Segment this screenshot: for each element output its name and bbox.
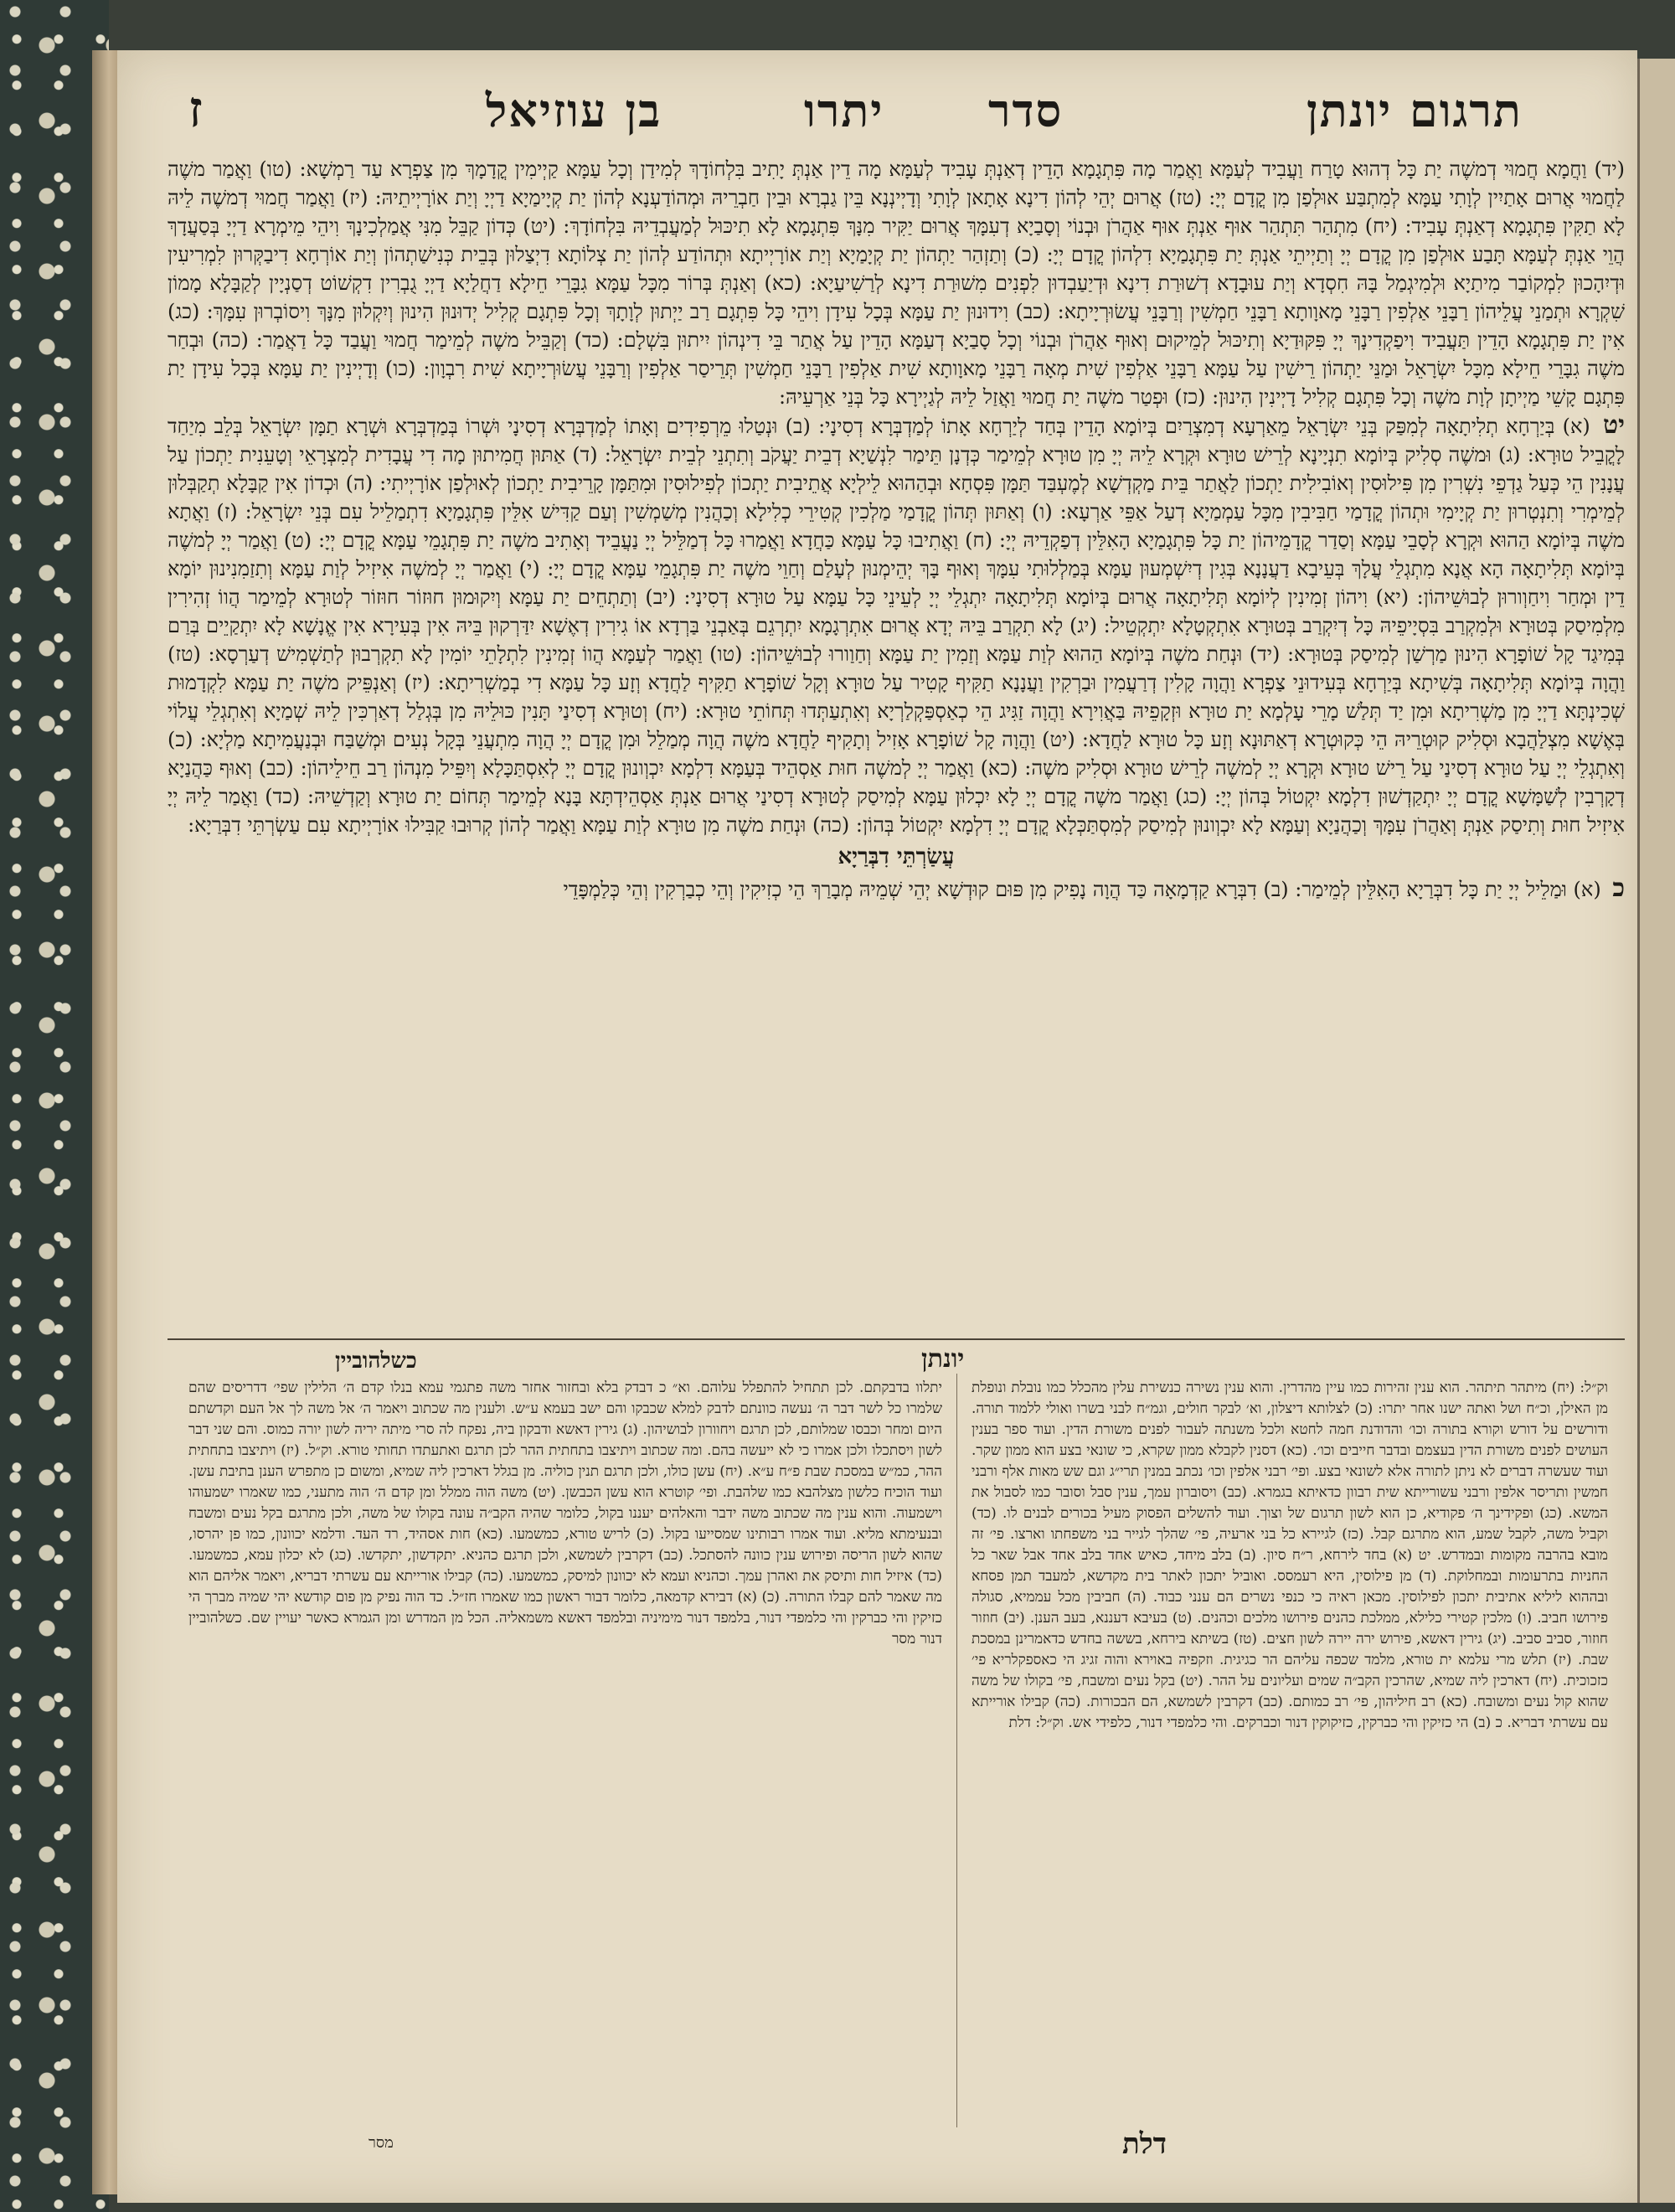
commentary-title-left: כשלהוביין — [335, 1348, 417, 1374]
header-title-seder: סדר — [988, 84, 1064, 137]
commentary-right-column — [972, 1378, 1608, 2123]
commentary-title-right: יונתן — [921, 1344, 965, 1374]
chapter-20-block — [168, 874, 1625, 904]
chapter-20-label: כ — [1612, 874, 1625, 903]
header-title-left: בן עוזיאל — [486, 84, 662, 137]
targum-main-text — [168, 155, 1625, 1336]
header-title-right: תרגום יונתן — [1306, 84, 1523, 137]
footer-catchword: מסר — [368, 2134, 394, 2152]
header-title-parsha: יתרו — [804, 84, 884, 137]
chapter-20-text: (א) וּמַלֵיל יְיָ יַת כָּל דִבְּרַיָא הָאִלֵּין לְמֵימַר: (ב) דִבְּרָא קַדְמָאָה כַּד הֲוָה נָפִיק מִן פּוּם קוּדְשָׁא יְהֵי שְׁמֵיהּ מְבָרַךְ הֵי כְזִיקִין וְהֵי כְבַרְקִין וְהֵי כְּלַמְפָּדֵי — [563, 878, 1601, 901]
chapter-19-block — [168, 411, 1625, 839]
commentary-left-column — [188, 1378, 942, 2123]
commentary-column-separator — [956, 1374, 957, 2127]
chapter-19-text: (א) בְּיַרְחָא תְלִיתָאָה לְמִפַּק בְּנֵי יִשְׂרָאֵל מֵאַרְעָא דְמִצְרַיִם בְּיוֹמָא הָדֵין בְּחַד לְיַרְחָא אָתוֹ לְמַדְבְּרָא דְסִינָי: (ב) וּנְטַלוּ מֵרְפִידִים וְאָתוֹ לְמַדְבְּרָא דְסִינָי וּשְׁרוֹ בְּמַדְבְּרָא וּשְׁרָא תַמָּן יִשְׂרָאֵל בְּלֵב מִיַחַד לָקֳבֵיל טוּרָא: (ג) וּמשֶׁה סְלִיק בְּיוֹמָא תִנְיָינָא לְרֵישׁ טוּרָא וּקְרָא לֵיהּ יְיָ מִן טוּרָא לְמֵימַר כְּדְנָן תֵּימַר לִנְשַׁיָא דְבֵית יַעֲקֹב וְתִתְנֵי לְבֵית יִשְׂרָאֵל: (ד) אַתּוּן חֲמִיתוּן מָה דִי עֲבָדִית לְמִצְרָאֵי וְטָעֵנִית יַתְכוֹן עַל עֲנָנִין הֵי כְּעַל גַדְפֵי נִשְׁרִין מִן פִּילוּסִין וְאוֹבִילִית יַתְכוֹן לַאֲתַר בֵּית מַקְדְשָׁא לְמֶעְבַּד תַּמָּן פִּסְחָא וּבְהַהוּא לֵילְיָא אֲתֵיבִית יַתְכוֹן לְפִילוּסִין וּמִתַּמָּן קָרֵיבִית יַתְכוֹן לְאוּלְפַן אוֹרָיְיתִי: (ה) וּכְדוֹן אִין קַבָּלָא תְקַבְּלוּן לְמֵימְרִי וְתִנְטְרוּן יַת קְיָימִי וּתְהוֹן קֳדָמַי חַבִּיבִין מִכָּל עַמְמַיָא דְעַל אַפֵּי אַרְעָא: (ו) וְאַתּוּן תְּהוֹן קֳדָמַי מַלְכִין קְטִירֵי כְלִילָא וְכַהֲנִין מְשַׁמְשִׁין וְעַם קַדִּישׁ אִלֵּין פִּתְגָמַיָא דִתְמַלֵיל עִם בְּנֵי יִשְׂרָאֵל: (ז) וַאֲתָא משֶׁה בְּיוֹמָא הַהוּא וּקְרָא לְסָבֵי עַמָּא וְסַדַר קֳדָמֵיהוֹן יַת כָּל פִּתְגָמַיָא הָאִלֵּין דְפַקְדֵיהּ יְיָ: (ח) וַאֲתִיבוּ כָּל עַמָּא כַּחֲדָא וַאֲמַרוּ כָּל דְמַלֵּיל יְיָ נַעֲבֵיד וְאָתִיב משֶׁה יַת פִּתְגָמֵי עַמָּא קֳדָם יְיָ: (ט) וַאֲמַר יְיָ לְמשֶׁה בְּיוֹמָא תְּלִיתָאָה הָא אֲנָא מִתְגְלֵי עֲלָךְ בְּעֵיבָא דַעֲנָנָא בְּגִין דְיִשְׁמְעוּן עַמָּא בְּמַלְלוּתִי עִמָּךְ וְאוּף בָּךְ יְהֵימְנוּן לְעָלַם וְחַוֵי משֶׁה יַת פִּתְגָמֵי עַמָּא קֳדָם יְיָ: (י) וַאֲמַר יְיָ לְמשֶׁה אִיזִיל לְוַת עַמָּא וְתִזַמִנִינוּן יוֹמָא דֵין וּמְחַר וִיחַוְורוּן לְבוּשֵׁיהוֹן: (יא) וִיהוֹן זְמִינִין לְיוֹמָא תְּלִיתָאָה אֲרוּם בְּיוֹמָא תְּלִיתָאָה יִתְגְלֵי יְיָ לְעֵינֵי כָּל עַמָּא עַל טוּרָא דְסִינָי: (יב) וְתַתְחֵים יַת עַמָּא וְיִקוּמוּן חוּזוֹר חוּזוֹר לְטוּרָא לְמֵימַר הֲווֹ זְהִירִין מִלְמִיסַק בְּטוּרָא וּלְמִקְרַב בִּסְיָיפֵיהּ כָּל דְיִקְרַב בְּטוּרָא אִתְקְטָלָא יִתְקְטֵיל: (יג) לָא תִקְרַב בֵּיהּ יְדָא אֲרוּם אִתְרְגָמָא יִתְרְגֵם בְּאַבְנֵי בַּרְדָא אוֹ גִירִין דְאֶשָׁא יִדַּרְקוּן בֵּיהּ אִין בְּעִירָא אִין אֱנָשָׁא לָא יִתְקַיֵים בְּרַם בְּמִיגַד קָל שׁוֹפָרָא הִינוּן מַרְשַׁן לְמִיסַק בְּטוּרָא: (יד) וּנְחַת משֶׁה בְּיוֹמָא הַהוּא לְוַת עַמָּא וְזַמִין יַת עַמָּא וְחַוַורוּ לְבוּשֵׁיהוֹן: (טו) וַאֲמַר לְעַמָּא הֲווֹ זְמִינִין לִתְלָתֵי יוֹמִין לָא תִקְרְבוּן לְתַשְׁמִישׁ דְעַרְסָא: (טז) וַהֲוָה בְּיוֹמָא תְּלִיתָאָה בְּשִׁיתָא בְּיַרְחָא בְּעִידוּנֵי צַפְרָא וַהֲוָה קָלִין דְרַעֲמִין וּבַרְקִין וַעֲנָנָא תַקִּיף קָטִיר עַל טוּרָא וְקָל שׁוֹפָרָא תַקִּיף לַחֲדָא וְזָע כָּל עַמָּא דִי בְמַשְׁרִיתָא: (יז) וְאַנְפֵּיק משֶׁה יַת עַמָּא לִקְדָמוּת שְׁכִינְתָּא דַיְיָ מִן מַשְׁרִיתָא וּמִן יַד תְּלַשׁ מָרֵי עָלְמָא יַת טוּרָא וּזְקָפֵיהּ בַּאֲוִירָא וַהֲוָה זַגִּיג הֵי כְאַסְפַּקְלַרְיָא וְאִתְעַתְּדוּ תְּחוֹתֵי טוּרָא: (יח) וְטוּרָא דְסִינַי תָּנִין כּוּלֵיהּ מִן בְּגְלַל דְאַרְכִּין לֵיהּ שְׁמַיָא וְאִתְגְלֵי עֲלוֹי בְּאֶשָׁא מִצְלַהֲבָא וּסְלִיק קוּטְרֵיהּ הֵי כְּקוּטְרָא דְאַתּוּנָא וְזָע כָּל טוּרָא לַחֲדָא: (יט) וַהֲוָה קָל שׁוֹפָרָא אָזִיל וְתָקִיף לַחֲדָא משֶׁה הֲוָה מְמַלֵל וּמִן קֳדָם יְיָ הֲוָה מִתְעֲנֵי בְּקָל נְעִים וּמְשַׁבַּח וּבְנַעֲמִיתָא מַלְיָא: (כ) וְאִתְגְלֵי יְיָ עַל טוּרָא דְסִינַי עַל רֵישׁ טוּרָא וּקְרָא יְיָ לְמשֶׁה לְרֵישׁ טוּרָא וּסְלִיק משֶׁה: (כא) וַאֲמַר יְיָ לְמשֶׁה חוּת אַסְהֵיד בְּעַמָּא דִלְמָא יִכְוְונוּן קֳדָם יְיָ לְאִסְתַּכָּלָא וְיִפֵּיל מִנְהוֹן רַב חֵילֵיהוֹן: (כב) וְאוּף כַּהֲנַיָא דְקָרְבִין לְשַׁמָּשָׁא קֳדָם יְיָ יִתְקַדְשׁוּן דִלְמָא יִקְטוֹל בְּהוֹן יְיָ: (כג) וַאֲמַר משֶׁה קֳדָם יְיָ לָא יִכְלוּן עַמָּא לְמִיסַק לְטוּרָא דְסִינַי אֲרוּם אַנְתְּ אַסְהֵידְתָּא בָּנָא לְמֵימַר תְּחוֹם יַת טוּרָא וְקַדְשֵׁיהּ: (כד) וַאֲמַר לֵיהּ יְיָ אִיזִיל חוּת וְתִיסַק אַנְתְּ וְאַהֲרֹן עִמָּךְ וְכַהֲנַיָא וְעַמָּא לָא יִכְוְונוּן לְמִיסַק לְמִסְתַּכְּלָא קֳדָם יְיָ דִלְמָא יִקְטוֹל בְּהוֹן: (כה) וּנְחַת משֶׁה מִן טוּרָא לְוַת עַמָּא וַאֲמַר לְהוֹן קְרוּבוּ קַבִּילוּ אוֹרָיְיתָא עִם עַשְׂרְתֵּי דִבְּרַיָא: — [168, 415, 1625, 837]
commentary-right-text: וק״ל: (יח) מיתהר תיתהר. הוא ענין זהירות כמו עיין מהדרין. והוא ענין נשירה כנשירת עלין מהכלל כמו נובלת ונופלת מן האילן, וכ״ח ושל ואתה ישנו אחר יתרו: (כ) לצלותא דיצלון, וא׳ לבקר חולים, וגמ״ח לבני בשרו ואולי ללמוד תורה. ודורשים על דורש וקורא בתורה וכו׳ והדודנת חמה לחטא ולכל משנתה לעבור לפנים משורת הדין. ועוד ספר בענין העושים לפנים משורת הדין בעצמם ובדבר חייבים וכו׳. (כא) דסנין לקבלא ממון שקרא, כי שונאי בצע הוא ממון שקר. ועוד שעשרה דברים לא ניתן לתורה אלא לשונאי בצע. ופי׳ רבני אלפין וכו׳ נכתב במנין תרי״ג וגם שש מאות אלף ורבני חמשין ותריסר אלפין ורבני עשורייתא שית רבוון כדאיתא בגמרא. (כב) ויסוברון עמך, ענין סבל וסובר כמו לסבול את המשא. (כג) ופקידינך ה׳ פקודיא, כן הוא לשון תרגום של וצוך. ועוד להשלים הפסוק מעיל בכורים לבנים לו. (כד) וקביל משה, לקבל שמע, הוא מתרגם קבל. (כז) לגיירא כל בני ארעיה, פי׳ שהלך לגייר בני משפחתו וארצו. פי׳ זה מובא בהרבה מקומות ובמדרש. יט (א) בחד לירחא, ר״ח סיון. (ב) בלב מיחד, כאיש אחד בלב אחד אבל שאר כל החניות בתרעומות ובמחלוקת. (ד) מן פילוסין, היא רעמסס. ואוביל יתכון לאתר בית מקדשא, למעבד תמן פסחא ובההוא ליליא אתיבית יתכון לפילוסין. מכאן ראיה כי כנפי נשרים הם ענני כבוד. (ה) חביבין מכל עממיא, סגולה פירושו חביב. (ו) מלכין קטירי כלילא, ממלכת כהנים פירושו מלכים וכהנים. (ט) בעיבא דעננא, בעב הענן. (יב) חוזור חוזור, סביב סביב. (יג) גירין דאשא, פירוש ירה יירה לשון חצים. (טז) בשיתא בירחא, בששה בחדש כדאמרינן במסכת שבת. (יז) תלש מרי עלמא ית טורא, מלמד שכפה עליהם הר כגיגית. וזקפיה באוירא והוה זגיג הי כאספקלריא פי׳ כזכוכית. (יח) דארכין ליה שמיא, שהרכין הקב״ה שמים ועליונים על ההר. (יט) בקל נעים ומשבח, פי׳ בקולו של משה שהוא קול נעים ומשובח. (כא) רב חיליהון, פי׳ רב כמותם. (כב) דקרבין לשמשא, הם הבכורות. (כה) קבילו אורייתא עם עשרתי דבריא. כ (ב) הי כזיקין והי כברקין, כזיקוקין דנור וכברקים. והי כלמפדי דנור, כלפידי אש. וק״ל: דלת — [972, 1379, 1608, 1731]
footer-signature: דלת — [1122, 2127, 1167, 2161]
page-number: ז — [188, 80, 204, 139]
chapter-19-label: יט — [1603, 410, 1625, 440]
chapter-18-tail: (יד) וַחֲמָא חֲמוּי דְמשֶׁה יַת כָּל דְהוּא טָרַח וַעֲבִיד לְעַמָּא וַאֲמַר מָה פִּתְגָמָא הָדֵין דְאַנְתְּ עָבִיד לְעַמָּא מָה דֵין אַנְתְּ יָתִיב בִּלְחוֹדָךְ לְמִידַן וְכָל עַמָּא קַיְימִין קֳדָמָךְ מִן צַפְרָא עַד רַמְשָׁא: (טו) וַאֲמַר משֶׁה לַחֲמוּי אֲרוּם אָתַיִין לְוָתִי עַמָּא לְמִתְבַּע אוּלְפַן מִן קֳדָם יְיָ: (טז) אֲרוּם יְהֵי לְהוֹן דִינָא אָתָאן לְוָתִי וְדָיְינְנָא בֵּין גַבְרָא וּבֵין חַבְרֵיהּ וּמְהוֹדַעְנָא לְהוֹן יַת קְיָימַיָא דַיְיָ וְיַת אוֹרָיְיתֵיהּ: (יז) וַאֲמַר חֲמוּי דְמשֶׁה לֵיהּ לָא תַקִּין פִּתְגָמָא דְאַנְתְּ עָבִיד: (יח) מִתְהַר תִּתְהַר אוּף אַנְתְּ אוּף אַהֲרֹן וּבְנוֹי וְסָבַיָא דְעִמָּךְ אֲרוּם יַקִּיר מִנָּךְ פִּתְגָמָא לָא תִיכּוּל לְמַעֲבְדֵיהּ בִּלְחוֹדָךְ: (יט) כְּדוֹן קַבֵּל מִנִּי אֲמַלְכִינָךְ וִיהֵי מֵימְרָא דַיְיָ בְּסַעֲדָךְ הֲוֵי אַנְתְּ לְעַמָּא תָּבַע אוּלְפַן מִן קֳדָם יְיָ וְתַיְיתֵי אַנְתְּ יַת פִּתְגָמַיָא דִלְהוֹן קֳדָם יְיָ: (כ) וְתַזְהַר יַתְהוֹן יַת קְיָמַיָא וְיַת אוֹרָיְיתָא וּתְהוֹדַע לְהוֹן יַת צְלוֹתָא דִיְצַלוּן בְּבֵית כְּנִישַׁתְהוֹן וְיַת אוֹרְחָא דִיבַקְּרוּן לִמְרִיעִין וּדְיִהָכוּן לִמְקוֹבַר מִיתַיָא וּלְמִיגְמַל בָּהּ חִסְדָא וְיַת עוּבָדָא דְשׁוּרַת דִינָא וּדְיַעַבְדוּן לִפְנִים מִשׁוּרַת דִינָא לְרַשִׁיעַיָא: (כא) וְאַנְתְּ בְּרוֹר מִכָּל עַמָּא גִבָּרֵי חֵילָא דַחֲלַיָא דַיְיָ גֻבְרִין דִקְשׁוֹט דְסַנְיָין לְקַבָּלָא מָמוֹן שִׁקְרָא וּתְמַנֵי עֲלֵיהוֹן רַבָּנֵי אַלְפִין רַבָּנֵי מָאוָותָא רַבָּנֵי חַמְשִׁין וְרַבָּנֵי עֲשׂוּרְיָיתָא: (כב) וִידוּנוּן יַת עַמָּא בְּכָל עִידָן וִיהֵי כָּל פִּתְגָם רַב יַיְתוּן לְוָתָךְ וְכָל פִּתְגָם קְלִיל יְדוּנוּן הִינוּן וְיִקְלוּן מִנָּךְ וִיסוֹבְרוּן עִמָּךְ: (כג) אִין יַת פִּתְגָמָא הָדֵין תַּעֲבִיד וִיפַקְדִינָךְ יְיָ פִּקּוּדַיָא וְתִיכּוּל לְמֵיקוּם וְאוּף אַהֲרֹן וּבְנוֹי וְכָל סָבַיָא דְעַמָּא הָדֵין עַל אֲתַר בֵּי דִינְהוֹן יִיתוּן בִּשְׁלָם: (כד) וְקַבֵּיל משֶׁה לְמֵימַר חֲמוּי וַעֲבַד כָּל דַאֲמַר: (כה) וּבְחַר משֶׁה גִבָּרֵי חֵילָא מִכָּל יִשְׂרָאֵל וּמַנֵּי יַתְהוֹן רֵישִׁין עַל עַמָּא רַבָּנֵי אַלְפִין שִׁית מְאָה רַבָּנֵי מָאוָותָא שִׁית אַלְפִין רַבָּנֵי חַמְשִׁין תְּרֵיסַר אַלְפִין וְרַבָּנֵי עֲשׂוּרְיָיתָא שִׁית רִבְוָון: (כו) וְדָיְינִין יַת עַמָּא בְּכָל עִידָן יַת פִּתְגָם קָשֵׁי מַיְיתָן לְוָת משֶׁה וְכָל פִּתְגָם קְלִיל דָיְינִין הִינוּן: (כז) וּפְטַר משֶׁה יַת חֲמוּי וַאֲזַל לֵיהּ לְגַיְירָא כָּל בְּנֵי אַרְעֵיהּ: — [168, 157, 1625, 409]
next-page-edge — [1637, 59, 1675, 2203]
section-divider — [168, 1338, 1625, 1340]
ten-commandments-heading: עֲשַׂרְתֵּי דִבְּרַיָא — [838, 844, 955, 869]
commentary-left-text: יתלוו בדבקתם. לכן תתחיל להתפלל עלוהם. וא״ כ דבדק בלא ובחזור אחזר משה פתגמי עמא בנלו קדם ה׳ הלילין שפי׳ דדריסים שהם שלמרו כל לשר דבר ה׳ נעשה כוונתם לדבק למלא שכבקו והם ישב בעמא ע״ש. ולענין מה שכתוב ויאמר ה׳ אל משה לך אל העם וקדשתם היום ומחר וכבסו שמלותם, לכן תרגם ויחוורון לבושיהון. (ג) גירין דאשא ודבקון ביה, נפקח לה סרי מיתה יריה לשון יורה כמוס. והם שני דבר לשון ויסתכלו ולכן אמרו כי לא ייעשה בהם. ומה שכתוב ויתיצבו בתחתית ההר לכן תרגם ואתעתדו תחותי טורא. וק״ל. (יז) ויתיצבו בתחתית ההר, כמ״ש במסכת שבת פ״ח ע״א. (יח) עשן כולו, ולכן תרגם תנין כוליה. מן בגלל דארכין ליה שמיא, ומשום כן מתפרש הענן בתיבת עשן. ועוד הוכיח כלשון מצלהבא כמו שלהבת. ופי׳ קוטרא הוא עשן הכבשן. (יט) משה הוה ממלל ומן קדם ה׳ הוה מתעני, כמו שאמרו ישמעוהו וישמעוה. והוא ענין מה שכתוב משה ידבר והאלהים יעננו בקול, כלומר שהיה הקב״ה עונה בקולו של משה, ולכן מתרגם בקל נעים ומשבח ובנעימתא מליא. ועוד אמרו רבותינו שמסייעו בקול. (כ) לריש טורא, כמשמעו. (כא) חות אסהיד, רד העד. ודלמא יכוונון, כמו פן יהרסו, שהוא לשון הריסה ופירוש ענין כוונה להסתכל. (כב) דקרבין לשמשא, ולכן תרגם כהניא. יתקדשון, יתקדשו. (כג) לא יכלון עמא, כמשמעו. (כד) איזיל חות ותיסק את ואהרן עמך. וכהניא ועמא לא יכוונון למיסק, כמשמעו. (כה) קבילו אורייתא עם עשרתי דבריא, ויאמר אליהם הוא מה שאמר להם קבלו התורה. (כ) (א) דבירא קדמאה, כלומר דבור ראשון כמו שאמרו חז״ל. כד הוה נפיק מן פום קודשא יהי שמיה מברך הי כזיקין והי כברקין והי כלמפדי דנור, בלמפד דנור מימיניה ובלמפד דאשא משמאליה. הכל מן המדרש ומן הגמרא כאשר יעויין שם. כשלהוביין דנור מסר — [188, 1379, 942, 1647]
